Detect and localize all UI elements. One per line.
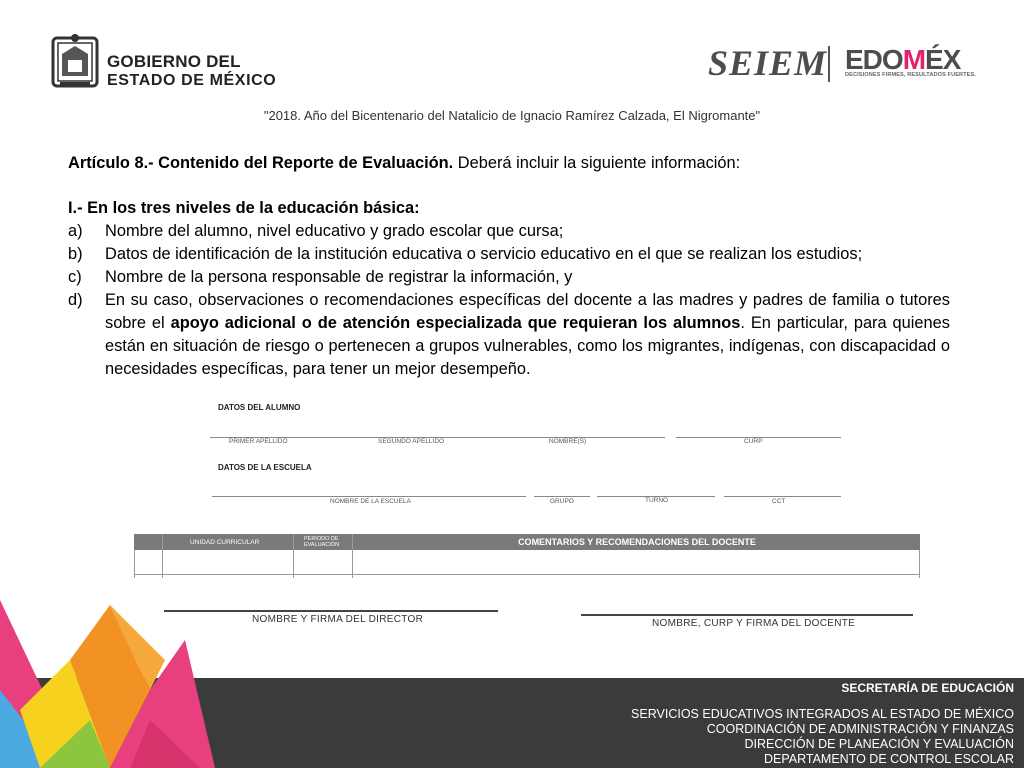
coat-of-arms-icon [50,32,100,90]
footer-line: SERVICIOS EDUCATIVOS INTEGRADOS AL ESTADO DE MÉXICO [631,707,1014,721]
table-col-divider [352,534,353,578]
list-item: b) Datos de identificación de la institución educativa o servicio educativo en el que se realizan los estudios; [68,245,863,263]
article-body [68,152,950,381]
year-legend: "2018. Año del Bicentenario del Natalicio de Ignacio Ramírez Calzada, El Nigromante" [263,108,761,123]
footer-line: DIRECCIÓN DE PLANEACIÓN Y EVALUACIÓN [744,737,1014,751]
list-item: c) Nombre de la persona responsable de registrar la información, y [68,268,573,286]
gov-title-line2: ESTADO DE MÉXICO [107,72,277,89]
cct-line [724,496,841,497]
alumno-heading: DATOS DEL ALUMNO [218,403,301,412]
evaluation-table [134,534,920,578]
section-heading: I.- En los tres niveles de la educación básica: [68,199,420,217]
th-comentarios: COMENTARIOS Y RECOMENDACIONES DEL DOCENTE [518,537,756,547]
footer-line: COORDINACIÓN DE ADMINISTRACIÓN Y FINANZAS [706,722,1014,736]
seiem-logo: SEIEM [708,43,828,83]
header-divider [828,46,830,82]
docente-signature-label: NOMBRE, CURP Y FIRMA DEL DOCENTE [652,618,856,629]
list-item: d) En su caso, observaciones o recomendaciones específicas del docente a las madres y padres de familia o tutores sobre el apoyo adicional o de atención especializada que requieran los alumnos. En particular, para quienes están en situación de riesgo o pertenecen a grupos vulnerables, como los migrantes, indígenas, con discapacidad o necesidades específicas, para tener un mejor desempeño. [68,291,950,378]
field-label-nombres: NOMBRE(S) [549,438,587,445]
list-item: a) Nombre del alumno, nivel educativo y grado escolar que cursa; [68,222,564,240]
article-title-rest: Deberá incluir la siguiente información: [453,154,741,172]
escuela-heading: DATOS DE LA ESCUELA [218,463,312,472]
table-row-line [134,574,920,575]
article-title [68,152,950,175]
article-title-bold: Artículo 8.- Contenido del Reporte de Evaluación. [68,154,454,172]
footer-line: DEPARTAMENTO DE CONTROL ESCOLAR [763,752,1014,766]
requirements-list [68,220,950,381]
director-signature-label: NOMBRE Y FIRMA DEL DIRECTOR [252,614,424,625]
gov-title-line1: GOBIERNO DEL [107,52,241,71]
footer-title: SECRETARÍA DE EDUCACIÓN [841,681,1014,695]
geometric-m-shape-icon [0,600,215,768]
th-periodo: PERIODO DE EVALUACIÓN [304,536,340,548]
table-header [134,534,920,550]
grupo-line [534,496,590,497]
edomex-logo-part1: EDO [845,44,903,75]
edomex-logo-m: M [902,44,926,75]
field-label-grupo: GRUPO [550,498,574,505]
field-label-primer-apellido: PRIMER APELLIDO [229,438,288,445]
edomex-logo-part2: ÉX [925,44,961,75]
field-label-segundo-apellido: SEGUNDO APELLIDO [378,438,445,445]
th-unidad: UNIDAD CURRICULAR [190,538,260,546]
field-label-cct: CCT [772,498,786,505]
table-col-divider [162,534,163,578]
escuela-line [212,496,526,497]
field-label-curp: CURP [744,438,763,445]
docente-signature-line [581,614,913,616]
field-label-turno: TURNO [645,497,669,504]
field-label-escuela: NOMBRE DE LA ESCUELA [330,498,411,505]
table-col-divider [293,534,294,578]
edomex-tagline: DECISIONES FIRMES, RESULTADOS FUERTES. [845,72,977,78]
